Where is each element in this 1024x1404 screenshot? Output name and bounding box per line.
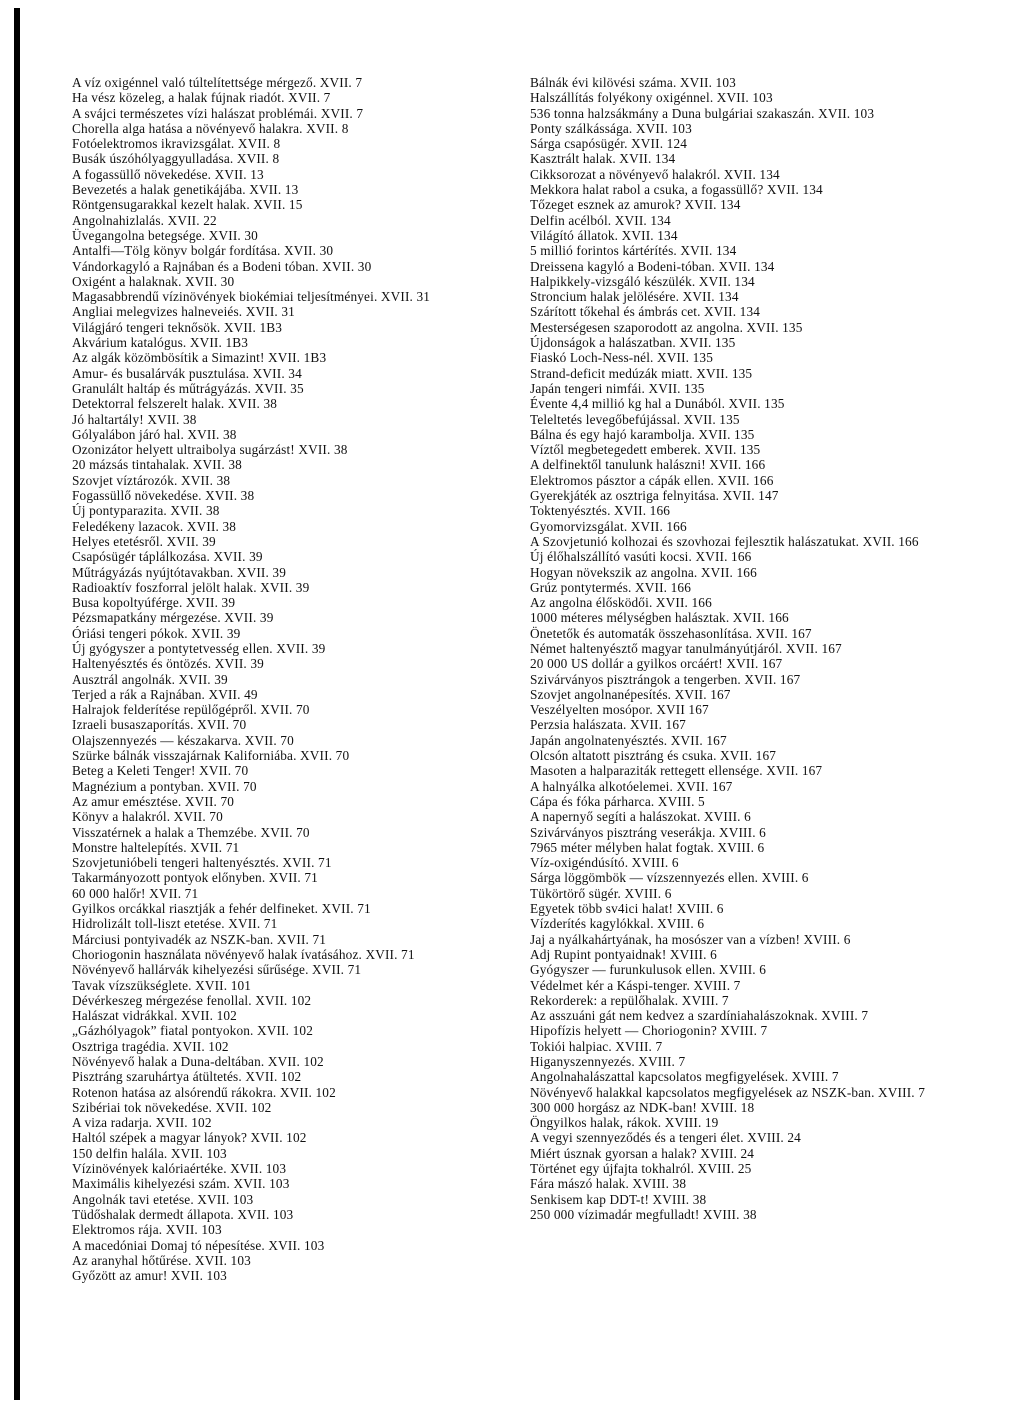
index-entry: Visszatérnek a halak a Themzébe. XVII. 70 (72, 824, 310, 840)
index-entry: Miért úsznak gyorsan a halak? XVIII. 24 (530, 1145, 755, 1161)
index-entry: Szivárványos pisztráng veserákja. XVIII. 6 (530, 824, 766, 840)
index-entry: Az aranyhal hőtűrése. XVII. 103 (72, 1252, 251, 1268)
index-entry: Szárított tőkehal és ámbrás cet. XVII. 134 (530, 304, 761, 320)
index-entry: Hipofízis helyett — Choriogonin? XVIII. 7 (530, 1023, 768, 1039)
index-entry: Beteg a Keleti Tenger! XVII. 70 (72, 763, 249, 779)
index-entry: Halszállítás folyékony oxigénnel. XVII. 103 (530, 90, 773, 106)
index-entry: „Gázhólyagok” fiatal pontyokon. XVII. 102 (72, 1023, 313, 1039)
index-entry: Növényevő hallárvák kihelyezési sűrűsége. XVII. 71 (72, 962, 362, 978)
index-entry: Világjáró tengeri teknősök. XVII. 1B3 (72, 319, 283, 335)
index-column-right (530, 75, 950, 1222)
index-entry: Teleltetés levegőbefújással. XVII. 135 (530, 411, 740, 427)
index-entry: 536 tonna halzsákmány a Duna bulgáriai szakaszán. XVII. 103 (530, 105, 875, 121)
index-entry: Halrajok felderítése repülőgépről. XVII. 70 (72, 702, 310, 718)
index-entry: Strand-deficit medúzák miatt. XVII. 135 (530, 365, 753, 381)
index-entry: Szibériai tok növekedése. XVII. 102 (72, 1099, 272, 1115)
index-entry: Növényevő halakkal kapcsolatos megfigyelések az NSZK-ban. XVIII. 7 (530, 1084, 926, 1100)
index-entry: Óriási tengeri pókok. XVII. 39 (72, 625, 241, 641)
index-entry: Gólyalábon járó hal. XVII. 38 (72, 426, 237, 442)
index-entry: Önetetők és automaták összehasonlítása. XVII. 167 (530, 625, 812, 641)
index-entry: Fiaskó Loch-Ness-nél. XVII. 135 (530, 350, 714, 366)
index-entry: Granulált haltáp és műtrágyázás. XVII. 35 (72, 380, 304, 396)
index-entry: Izraeli busaszaporítás. XVII. 70 (72, 717, 247, 733)
index-entry: Haltenyésztés és öntözés. XVII. 39 (72, 656, 264, 672)
index-entry: Sárga csapósügér. XVII. 124 (530, 136, 688, 152)
index-entry: Busák úszóhólyaggyulladása. XVII. 8 (72, 151, 280, 167)
index-entry: A fogassüllő növekedése. XVII. 13 (72, 166, 264, 182)
index-entry: Chorella alga hatása a növényevő halakra. XVII. 8 (72, 120, 349, 136)
index-entry: Toktenyésztés. XVII. 166 (530, 503, 671, 519)
index-entry: Szovjetunióbeli tengeri haltenyésztés. XVII. 71 (72, 855, 332, 871)
index-entry: Olajszennyezés — készakarva. XVII. 70 (72, 732, 294, 748)
index-entry: Szürke bálnák visszajárnak Kaliforniába. XVII. 70 (72, 748, 350, 764)
index-entry: Évente 4,4 millió kg hal a Dunából. XVII. 135 (530, 396, 785, 412)
index-entry: Rekorderek: a repülőhalak. XVIII. 7 (530, 992, 729, 1008)
index-entry: 20 000 US dollár a gyilkos orcáért! XVII. 167 (530, 656, 783, 672)
index-entry: Delfin acélból. XVII. 134 (530, 212, 671, 228)
index-entry: Az angolna élősködői. XVII. 166 (530, 595, 712, 611)
index-entry: Magasabbrendű vízinövények biokémiai teljesítményei. XVII. 31 (72, 289, 431, 305)
index-entry: Elektromos pásztor a cápák ellen. XVII. 166 (530, 472, 774, 488)
index-entry: Dévérkeszeg mérgezése fenollal. XVII. 102 (72, 992, 312, 1008)
index-entry: Jaj a nyálkahártyának, ha mosószer van a vízben! XVIII. 6 (530, 931, 851, 947)
index-entry: Új élőhalszállító vasúti kocsi. XVII. 166 (530, 549, 752, 565)
index-entry: Világító állatok. XVII. 134 (530, 227, 678, 243)
index-entry: Grúz pontytermés. XVII. 166 (530, 579, 691, 595)
index-entry: Detektorral felszerelt halak. XVII. 38 (72, 396, 278, 412)
index-entry: Japán angolnatenyésztés. XVII. 167 (530, 732, 727, 748)
index-entry: Ponty szálkássága. XVII. 103 (530, 120, 692, 136)
index-entry: Fotóelektromos ikravizsgálat. XVII. 8 (72, 136, 281, 152)
index-entry: Vízderítés kagylókkal. XVIII. 6 (530, 916, 705, 932)
index-entry: Busa kopoltyúférge. XVII. 39 (72, 595, 236, 611)
index-entry: Halpikkely-vizsgáló készülék. XVII. 134 (530, 273, 755, 289)
index-entry: Terjed a rák a Rajnában. XVII. 49 (72, 686, 258, 702)
index-entry: Sárga löggömbök — vízszennyezés ellen. XVIII. 6 (530, 870, 809, 886)
index-entry: Kasztrált halak. XVII. 134 (530, 151, 676, 167)
index-entry: Az algák közömbösítik a Simazint! XVII. 1B3 (72, 350, 327, 366)
index-entry: Radioaktív foszforral jelölt halak. XVII. 39 (72, 579, 310, 595)
index-entry: Cikksorozat a növényevő halakról. XVII. 134 (530, 166, 780, 182)
index-entry: Üvegangolna betegsége. XVII. 30 (72, 227, 258, 243)
index-entry: 60 000 halőr! XVII. 71 (72, 885, 199, 901)
index-entry: Pézsmapatkány mérgezése. XVII. 39 (72, 610, 274, 626)
index-entry: Angolnahizlalás. XVII. 22 (72, 212, 217, 228)
index-entry: Halászat vidrákkal. XVII. 102 (72, 1008, 237, 1024)
index-entry: Szovjet angolnanépesítés. XVII. 167 (530, 686, 731, 702)
index-entry: Víztől megbetegedett emberek. XVII. 135 (530, 442, 761, 458)
index-entry: Német haltenyésztő magyar tanulmányútjáról. XVII. 167 (530, 640, 842, 656)
index-entry: Védelmet kér a Káspi-tenger. XVIII. 7 (530, 977, 741, 993)
index-entry: 20 mázsás tintahalak. XVII. 38 (72, 457, 242, 473)
index-entry: Senkisem kap DDT-t! XVIII. 38 (530, 1191, 707, 1207)
index-entry: Antalfi—Tölg könyv bolgár fordítása. XVII. 30 (72, 243, 334, 259)
index-entry: Helyes etetésről. XVII. 39 (72, 533, 216, 549)
index-entry: Szivárványos pisztrángok a tengerben. XVII. 167 (530, 671, 801, 687)
index-entry: Tőzeget esznek az amurok? XVII. 134 (530, 197, 741, 213)
index-entry: Növényevő halak a Duna-deltában. XVII. 102 (72, 1054, 324, 1069)
index-entry: Angolnahalászattal kapcsolatos megfigyelések. XVIII. 7 (530, 1069, 839, 1085)
index-entry: A napernyő segíti a halászokat. XVIII. 6 (530, 809, 751, 825)
index-entry: Dreissena kagyló a Bodeni-tóban. XVII. 134 (530, 258, 775, 274)
index-entry: Új gyógyszer a pontytetvesség ellen. XVII. 39 (72, 640, 326, 656)
index-entry: 300 000 horgász az NDK-ban! XVIII. 18 (530, 1099, 755, 1115)
index-column-left (72, 75, 504, 1283)
index-entry: Osztriga tragédia. XVII. 102 (72, 1038, 229, 1054)
index-entry: Az asszuáni gát nem kedvez a szardíniahalászoknak. XVIII. 7 (530, 1008, 869, 1024)
index-entry: Bevezetés a halak genetikájába. XVII. 13 (72, 182, 299, 198)
index-entry: Pisztráng szaruhártya átültetés. XVII. 102 (72, 1069, 302, 1085)
index-entry: Gyógyszer — furunkulusok ellen. XVIII. 6 (530, 962, 767, 978)
index-entry: Röntgensugarakkal kezelt halak. XVII. 15 (72, 197, 303, 213)
index-entry: Egyetek több sv4ici halat! XVIII. 6 (530, 901, 724, 917)
index-entry: Ausztrál angolnák. XVII. 39 (72, 671, 228, 687)
index-entry: Oxigént a halaknak. XVII. 30 (72, 273, 235, 289)
index-entry: Rotenon hatása az alsórendű rákokra. XVII. 102 (72, 1084, 336, 1100)
index-entry: Ozonizátor helyett ultraibolya sugárzást! XVII. 38 (72, 442, 348, 458)
index-entry: Adj Rupint pontyaidnak! XVIII. 6 (530, 946, 717, 962)
index-entry: Műtrágyázás nyújtótavakban. XVII. 39 (72, 564, 287, 580)
index-entry: A vegyi szennyeződés és a tengeri élet. XVIII. 24 (530, 1130, 801, 1146)
index-entry: A halnyálka alkotóelemei. XVII. 167 (530, 778, 733, 794)
index-entry: Akvárium katalógus. XVII. 1B3 (72, 335, 249, 351)
index-entry: 250 000 vízimadár megfulladt! XVIII. 38 (530, 1206, 757, 1222)
index-entry: A delfinektől tanulunk halászni! XVII. 166 (530, 457, 766, 473)
index-entry: Perzsia halászata. XVII. 167 (530, 717, 686, 733)
index-entry: Jó haltartály! XVII. 38 (72, 411, 197, 427)
index-entry: Mesterségesen szaporodott az angolna. XVII. 135 (530, 319, 803, 335)
index-entry: Tavak vízszükséglete. XVII. 101 (72, 977, 252, 993)
index-entry: Az amur emésztése. XVII. 70 (72, 793, 235, 809)
index-entry: Amur- és busalárvák pusztulása. XVII. 34 (72, 365, 302, 381)
index-entry: Feledékeny lazacok. XVII. 38 (72, 518, 237, 534)
margin-rule (14, 8, 20, 1400)
index-entry: Szovjet víztározók. XVII. 38 (72, 472, 231, 488)
index-entry: Fára mászó halak. XVIII. 38 (530, 1176, 687, 1192)
index-entry: Gyerekjáték az osztriga felnyitása. XVII. 147 (530, 488, 779, 504)
index-entry: Vízinövények kalóriaértéke. XVII. 103 (72, 1161, 287, 1177)
index-entry: Víz-oxigéndúsító. XVIII. 6 (530, 855, 679, 871)
index-entry: Gyilkos orcákkal riasztják a fehér delfineket. XVII. 71 (72, 901, 371, 917)
index-entry: Takarmányozott pontyok előnyben. XVII. 71 (72, 870, 318, 886)
index-entry: Haltól szépek a magyar lányok? XVII. 102 (72, 1130, 307, 1146)
index-entry: Győzött az amur! XVII. 103 (72, 1268, 227, 1284)
index-entry: Tükörtörő sügér. XVIII. 6 (530, 885, 672, 901)
index-entry: A viza radarja. XVII. 102 (72, 1115, 212, 1131)
index-entry: Veszélyelten mosópor. XVII 167 (530, 702, 709, 718)
index-entry: Könyv a halakról. XVII. 70 (72, 809, 223, 825)
index-entry: A víz oxigénnel való túltelítettsége mérgező. XVII. 7 (72, 75, 363, 90)
index-entry: Masoten a halparaziták rettegett ellensége. XVII. 167 (530, 763, 823, 779)
index-entry: Tüdőshalak dermedt állapota. XVII. 103 (72, 1206, 294, 1222)
index-entry: Öngyilkos halak, rákok. XVIII. 19 (530, 1115, 719, 1131)
index-entry: Elektromos rája. XVII. 103 (72, 1222, 222, 1238)
index-entry: 7965 méter mélyben halat fogtak. XVIII. 6 (530, 839, 765, 855)
index-entry: Fogassüllő növekedése. XVII. 38 (72, 488, 255, 504)
index-entry: 150 delfin halála. XVII. 103 (72, 1145, 227, 1161)
index-entry: Hogyan növekszik az angolna. XVII. 166 (530, 564, 757, 580)
index-entry: Gyomorvizsgálat. XVII. 166 (530, 518, 687, 534)
index-entry: Hidrolizált toll-liszt etetése. XVII. 71 (72, 916, 278, 932)
index-entry: Vándorkagyló a Rajnában és a Bodeni tóban. XVII. 30 (72, 258, 372, 274)
index-entry: Maximális kihelyezési szám. XVII. 103 (72, 1176, 290, 1192)
index-entry: Cápa és fóka párharca. XVIII. 5 (530, 793, 705, 809)
index-entry: Történet egy újfajta tokhalról. XVIII. 25 (530, 1161, 752, 1177)
index-entry: Olcsón altatott pisztráng és csuka. XVII. 167 (530, 748, 777, 764)
index-entry: Angliai melegvizes halneveiés. XVII. 31 (72, 304, 295, 320)
index-entry: A macedóniai Domaj tó népesítése. XVII. 103 (72, 1237, 325, 1253)
index-entry: 5 millió forintos kártérítés. XVII. 134 (530, 243, 737, 259)
index-entry: Bálnák évi kilövési száma. XVII. 103 (530, 75, 736, 90)
index-entry: Ha vész közeleg, a halak fújnak riadót. XVII. 7 (72, 90, 331, 106)
index-entry: Tokiói halpiac. XVIII. 7 (530, 1038, 663, 1054)
index-entry: Bálna és egy hajó karambolja. XVII. 135 (530, 426, 755, 442)
index-entry: Angolnák tavi etetése. XVII. 103 (72, 1191, 254, 1207)
index-entry: Új pontyparazita. XVII. 38 (72, 503, 220, 519)
index-entry: Csapósügér táplálkozása. XVII. 39 (72, 549, 263, 565)
index-entry: Magnézium a pontyban. XVII. 70 (72, 778, 257, 794)
index-entry: 1000 méteres mélységben halásztak. XVII. 166 (530, 610, 789, 626)
index-entry: A svájci természetes vízi halászat problémái. XVII. 7 (72, 105, 364, 121)
index-entry: Márciusi pontyivadék az NSZK-ban. XVII. 71 (72, 931, 327, 947)
index-entry: Japán tengeri nimfái. XVII. 135 (530, 380, 705, 396)
index-entry: A Szovjetunió kolhozai és szovhozai fejlesztik halászatukat. XVII. 166 (530, 533, 919, 549)
index-entry: Choriogonin használata növényevő halak ívatásához. XVII. 71 (72, 946, 415, 962)
index-entry: Újdonságok a halászatban. XVII. 135 (530, 335, 736, 351)
index-entry: Monstre haltelepítés. XVII. 71 (72, 839, 240, 855)
index-entry: Stroncium halak jelölésére. XVII. 134 (530, 289, 739, 305)
index-entry: Higanyszennyezés. XVIII. 7 (530, 1054, 686, 1069)
index-entry: Mekkora halat rabol a csuka, a fogassüllő? XVII. 134 (530, 182, 823, 198)
